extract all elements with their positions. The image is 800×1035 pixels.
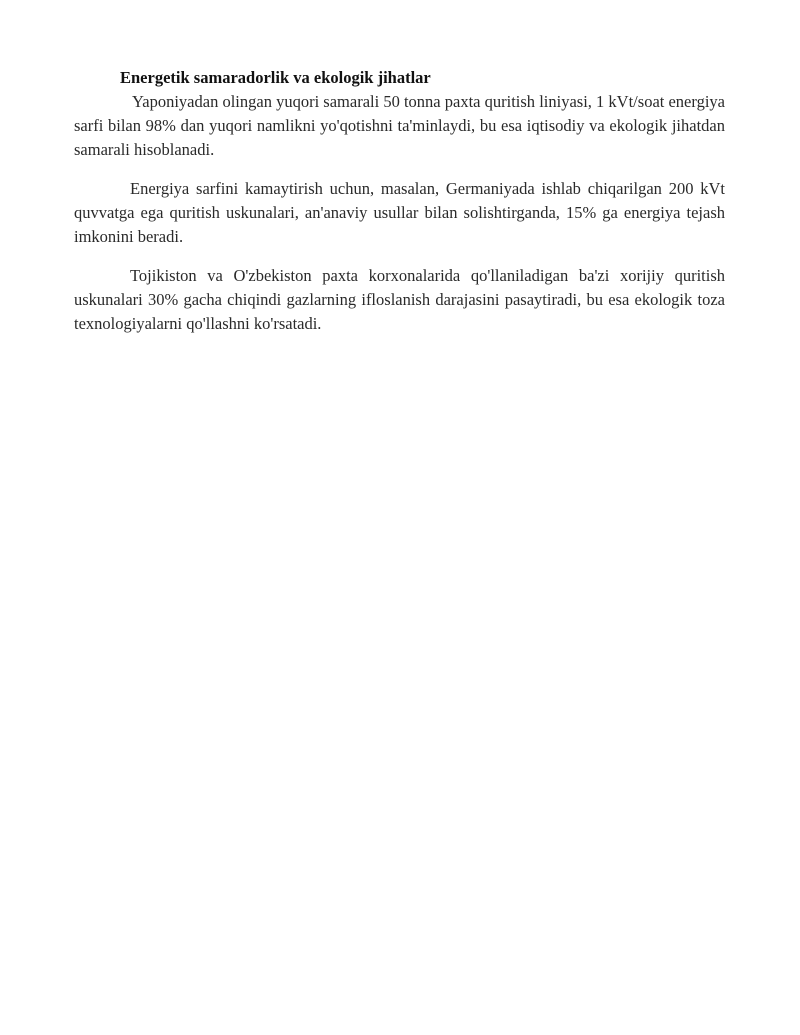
paragraph-japan-drying-line: Yaponiyadan olingan yuqori samarali 50 tonna paxta quritish liniyasi, 1 kVt/soat energiya sarfi bilan 98% dan yuqori namlikni yo'qotishni ta'minlaydi, bu esa iqtisodiy va ekologik jihatdan samarali hisoblanadi.	[74, 92, 725, 159]
section-heading: Energetik samaradorlik va ekologik jihatlar	[120, 68, 431, 87]
document-body	[74, 66, 725, 336]
paragraph-tajikistan-uzbekistan: Tojikiston va O'zbekiston paxta korxonalarida qo'llaniladigan ba'zi xorijiy quritish uskunalari 30% gacha chiqindi gazlarning ifloslanish darajasini pasaytiradi, bu esa ekologik toza texnologiyalarni qo'llashni ko'rsatadi.	[74, 266, 725, 333]
paragraph-germany-equipment: Energiya sarfini kamaytirish uchun, masalan, Germaniyada ishlab chiqarilgan 200 kVt quvvatga ega quritish uskunalari, an'anaviy usullar bilan solishtirganda, 15% ga energiya tejash imkonini beradi.	[74, 179, 725, 246]
